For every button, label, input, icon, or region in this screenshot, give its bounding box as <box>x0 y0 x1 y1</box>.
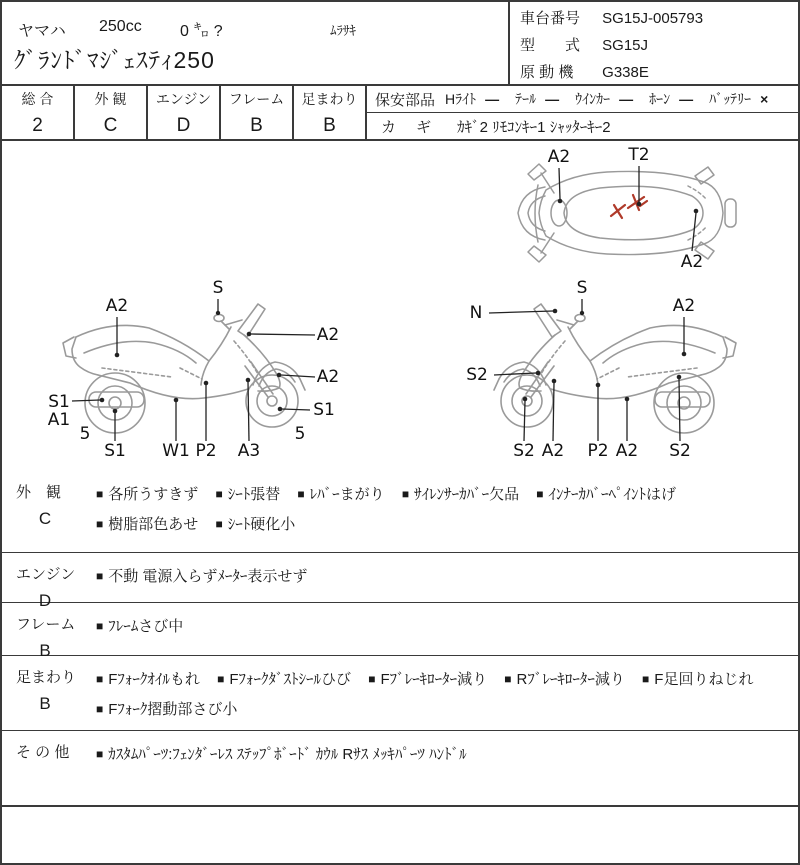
section-grade: B <box>39 641 51 660</box>
model-code-label: 型 式 <box>520 37 581 54</box>
bullet-icon: ■ <box>297 487 305 501</box>
safety-item-horn: ﾎｰﾝ — <box>649 91 694 107</box>
model-code-row <box>520 32 703 59</box>
bullet-icon: ■ <box>215 517 223 531</box>
section-label: 足まわり <box>16 669 77 686</box>
grade-label: 総 合 <box>21 91 54 107</box>
safety-item-winker: ｳｲﾝｶｰ — <box>575 91 634 107</box>
section-label: フレーム <box>16 616 76 633</box>
bullet-icon: ■ <box>217 672 225 686</box>
callout-dots <box>523 309 687 402</box>
section-grade: C <box>38 509 52 528</box>
safety-parts-box <box>367 86 798 139</box>
diagram-label: S <box>212 278 224 298</box>
engine-code-row <box>520 59 703 86</box>
damage-mark-icon <box>611 195 647 218</box>
grade-cell-exterior <box>75 86 148 139</box>
chassis-number-value: SG15J-005793 <box>602 10 704 27</box>
key-label: カ ギ <box>381 118 440 136</box>
left-side-diagram <box>32 273 392 463</box>
section-grade: D <box>38 591 52 610</box>
section-label: 外 観 <box>16 484 62 501</box>
diagram-label: A2 <box>105 296 129 316</box>
diagram-label: 5 <box>294 424 306 444</box>
bullet-icon: ■ <box>96 672 104 686</box>
diagram-label: A2 <box>680 252 704 272</box>
bullet-icon: ■ <box>96 487 104 501</box>
condition-item: ■ ｻｲﾚﾝｻｰｶﾊﾞｰ欠品 <box>401 486 520 503</box>
maker-name: ヤマハ <box>18 23 66 40</box>
diagram-label: A2 <box>541 441 565 461</box>
section-engine <box>2 553 798 610</box>
bullet-icon: ■ <box>215 487 223 501</box>
condition-item: ■ Fﾌﾞﾚｰｷﾛｰﾀｰ減り <box>368 671 488 688</box>
bullet-icon: ■ <box>96 619 104 633</box>
diagram-label: P2 <box>587 441 609 461</box>
bullet-icon: ■ <box>96 702 104 716</box>
diagram-label: A1 <box>47 410 71 430</box>
section-frame <box>2 603 798 660</box>
diagram-label: S2 <box>466 365 488 385</box>
bullet-icon: ■ <box>504 672 512 686</box>
section-head <box>2 656 94 730</box>
diagram-label: A2 <box>672 296 696 316</box>
grade-value: D <box>176 115 191 136</box>
model-code-value: SG15J <box>602 37 649 54</box>
section-exterior <box>2 471 798 553</box>
diagram-label: A2 <box>547 147 571 167</box>
section-label: そ の 他 <box>16 744 70 761</box>
diagram-label: P2 <box>195 441 217 461</box>
diagram-label: N <box>469 303 483 323</box>
condition-item: ■ Fﾌｫｰｸ摺動部さび小 <box>96 701 238 718</box>
header <box>2 2 798 86</box>
condition-item: ■ 各所うすきず <box>96 486 199 503</box>
condition-item: ■ ｼｰﾄ張替 <box>215 486 281 503</box>
engine-code-label: 原 動 機 <box>520 64 574 81</box>
engine-code-value: G338E <box>602 64 649 81</box>
grade-label: フレーム <box>228 91 285 107</box>
scooter-top-art <box>518 164 736 262</box>
grade-value: B <box>250 115 263 136</box>
section-other <box>2 731 798 807</box>
grade-label: 外 観 <box>94 91 127 107</box>
section-items <box>94 603 798 655</box>
displacement: 250cc <box>99 18 142 35</box>
registration-block <box>520 5 703 86</box>
grade-cell-undercarriage <box>294 86 367 139</box>
grade-cell-frame <box>221 86 294 139</box>
footer-blank-space <box>2 807 798 854</box>
bullet-icon: ■ <box>96 569 104 583</box>
header-divider <box>508 2 510 84</box>
section-head <box>2 471 94 552</box>
key-info: ｶｷﾞ2 ﾘﾓｺﾝｷｰ1 ｼｬｯﾀｰｷｰ2 <box>457 118 611 136</box>
diagram-label: S2 <box>669 441 691 461</box>
diagram-label: A2 <box>316 325 340 345</box>
condition-item: ■ ｶｽﾀﾑﾊﾟｰﾂ:ﾌｪﾝﾀﾞｰﾚｽ ｽﾃｯﾌﾟﾎﾞｰﾄﾞ ｶｳﾙ Rｻｽ ﾒｯｷﾊﾟｰﾂ ﾊﾝﾄﾞﾙ <box>96 746 467 763</box>
section-grade: B <box>39 694 51 713</box>
condition-item: ■ 樹脂部色あせ <box>96 516 199 533</box>
safety-item-battery: ﾊﾞｯﾃﾘｰ × <box>709 91 769 107</box>
diagram-label: S <box>576 278 588 298</box>
mileage: 0 ㌔ ? <box>180 23 223 40</box>
section-items <box>94 656 798 730</box>
diagram-label: 5 <box>79 424 91 444</box>
bullet-icon: ■ <box>368 672 376 686</box>
section-head <box>2 731 94 805</box>
bullet-icon: ■ <box>96 747 104 761</box>
section-items <box>94 731 798 805</box>
section-items <box>94 553 798 602</box>
scooter-side-art <box>494 304 736 433</box>
bullet-icon: ■ <box>401 487 410 501</box>
score-row <box>2 86 798 141</box>
grade-cell-overall <box>2 86 75 139</box>
condition-item: ■ ｲﾝﾅｰｶﾊﾞｰﾍﾟｲﾝﾄはげ <box>536 486 677 503</box>
grade-value: B <box>323 115 336 136</box>
section-undercarriage <box>2 656 798 731</box>
safety-parts-row <box>367 86 798 113</box>
condition-item: ■ F足回りねじれ <box>642 671 754 688</box>
key-info-row <box>367 113 798 139</box>
condition-item: ■ ｼｰﾄ硬化小 <box>215 516 296 533</box>
condition-item: ■ Rﾌﾞﾚｰｷﾛｰﾀｰ減り <box>504 671 625 688</box>
diagram-label: S1 <box>104 441 126 461</box>
diagram-label: S1 <box>48 392 70 412</box>
diagram-label: A3 <box>237 441 261 461</box>
condition-item: ■ Fﾌｫｰｸﾀﾞｽﾄｼｰﾙひび <box>217 671 352 688</box>
condition-item: ■ ﾌﾚｰﾑさび中 <box>96 618 184 635</box>
grade-value: C <box>103 115 118 136</box>
bullet-icon: ■ <box>536 487 544 501</box>
model-name: ｸﾞﾗﾝﾄﾞﾏｼﾞｪｽﾃｨ250 <box>14 47 215 73</box>
right-side-diagram <box>432 273 800 463</box>
safety-item-headlight: Hﾗｲﾄ — <box>445 91 500 107</box>
section-head <box>2 603 94 660</box>
chassis-number-row <box>520 5 703 32</box>
bullet-icon: ■ <box>96 517 104 531</box>
body-color: ﾑﾗｻｷ <box>330 23 356 38</box>
grade-label: エンジン <box>155 91 212 107</box>
scooter-side-art <box>63 304 305 433</box>
diagram-label: W1 <box>162 441 190 461</box>
section-items <box>94 471 798 552</box>
safety-parts-title: 保安部品 <box>375 91 436 109</box>
grade-value: 2 <box>32 115 43 136</box>
damage-diagram-area <box>2 141 798 471</box>
bullet-icon: ■ <box>642 672 650 686</box>
diagram-label: T2 <box>628 145 650 165</box>
grade-cell-engine <box>148 86 221 139</box>
safety-item-tail: ﾃｰﾙ — <box>515 91 560 107</box>
section-head <box>2 553 94 610</box>
chassis-number-label: 車台番号 <box>520 10 581 27</box>
diagram-label: S1 <box>313 400 335 420</box>
top-view-diagram <box>442 143 800 283</box>
callout-dots <box>558 199 699 214</box>
grade-label: 足まわり <box>301 91 358 107</box>
diagram-label: A2 <box>316 367 340 387</box>
condition-item: ■ ﾚﾊﾞｰまがり <box>297 486 385 503</box>
condition-item: ■ Fﾌｫｰｸｵｲﾙもれ <box>96 671 200 688</box>
section-label: エンジン <box>16 566 76 583</box>
diagram-label: S2 <box>513 441 535 461</box>
diagram-label: A2 <box>615 441 639 461</box>
condition-item: ■ 不動 電源入らずﾒｰﾀｰ表示せず <box>96 568 308 585</box>
